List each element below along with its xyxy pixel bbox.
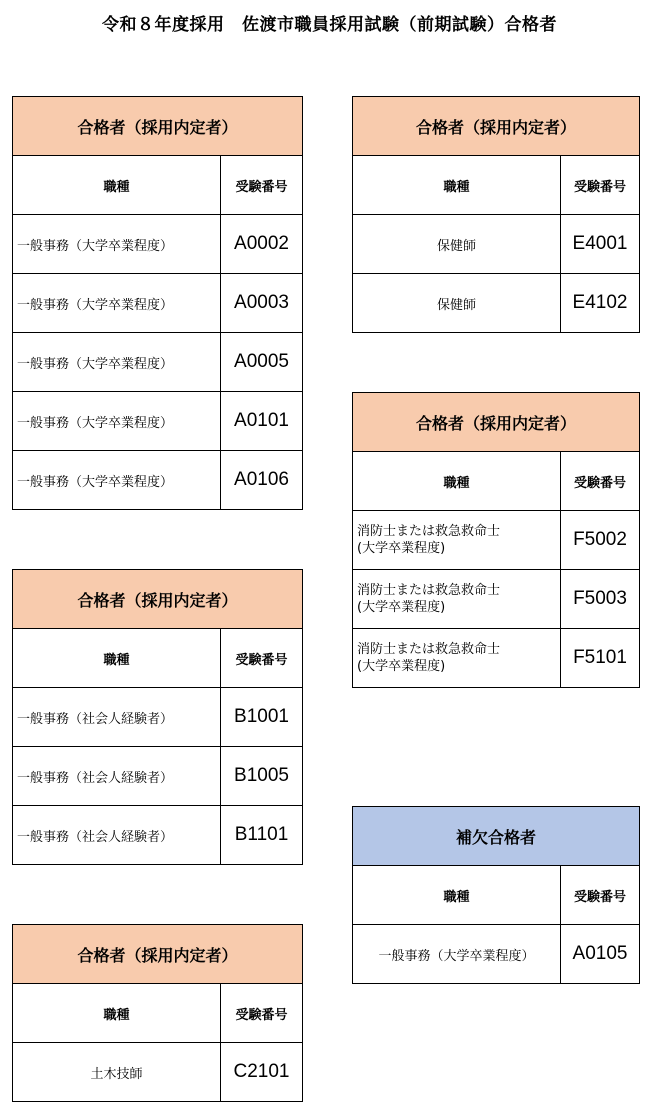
table-row xyxy=(13,392,303,451)
job-cell xyxy=(353,511,561,570)
job-line-1: 消防士または救急救命士 xyxy=(357,642,501,657)
column-header-number: 受験番号 xyxy=(561,452,640,511)
job-cell: 一般事務（大学卒業程度） xyxy=(13,392,221,451)
job-cell: 一般事務（社会人経験者） xyxy=(13,747,221,806)
table-row xyxy=(353,925,640,984)
job-cell: 一般事務（大学卒業程度） xyxy=(13,274,221,333)
column-header-number: 受験番号 xyxy=(221,984,303,1043)
column-header-job: 職種 xyxy=(13,156,221,215)
exam-number-cell: B1005 xyxy=(221,747,303,806)
table-public-health-nurse xyxy=(352,96,640,333)
exam-number-cell: A0005 xyxy=(221,333,303,392)
column-header-job: 職種 xyxy=(353,452,561,511)
exam-number-cell: F5002 xyxy=(561,511,640,570)
table-civil-engineer xyxy=(12,924,303,1102)
job-cell: 一般事務（大学卒業程度） xyxy=(353,925,561,984)
table-general-affairs-university xyxy=(12,96,303,510)
column-header-number: 受験番号 xyxy=(221,629,303,688)
job-cell: 土木技師 xyxy=(13,1043,221,1102)
job-line-2: (大学卒業程度) xyxy=(357,659,446,674)
page-title: 令和８年度採用 佐渡市職員採用試験（前期試験）合格者 xyxy=(102,15,557,35)
table-row xyxy=(353,570,640,629)
table-row xyxy=(13,1043,303,1102)
table-row xyxy=(13,451,303,510)
exam-number-cell: F5003 xyxy=(561,570,640,629)
job-line-2: (大学卒業程度) xyxy=(357,541,446,556)
table-supplementary-passers xyxy=(352,806,640,984)
column-header-job: 職種 xyxy=(13,984,221,1043)
job-cell xyxy=(353,570,561,629)
table-row xyxy=(353,629,640,688)
column-header-job: 職種 xyxy=(13,629,221,688)
table-header: 合格者（採用内定者） xyxy=(353,97,640,156)
job-cell: 保健師 xyxy=(353,215,561,274)
job-cell: 一般事務（社会人経験者） xyxy=(13,688,221,747)
exam-number-cell: A0101 xyxy=(221,392,303,451)
exam-number-cell: C2101 xyxy=(221,1043,303,1102)
exam-number-cell: B1001 xyxy=(221,688,303,747)
table-row xyxy=(13,688,303,747)
column-header-number: 受験番号 xyxy=(561,866,640,925)
table-row xyxy=(13,747,303,806)
table-firefighter xyxy=(352,392,640,688)
table-header: 補欠合格者 xyxy=(353,807,640,866)
table-row xyxy=(13,806,303,865)
table-header: 合格者（採用内定者） xyxy=(13,570,303,629)
exam-number-cell: E4102 xyxy=(561,274,640,333)
job-line-1: 消防士または救急救命士 xyxy=(357,583,501,598)
table-row xyxy=(13,215,303,274)
table-row xyxy=(13,333,303,392)
job-line-2: (大学卒業程度) xyxy=(357,600,446,615)
table-row xyxy=(353,511,640,570)
job-cell: 保健師 xyxy=(353,274,561,333)
job-cell: 一般事務（大学卒業程度） xyxy=(13,215,221,274)
job-line-1: 消防士または救急救命士 xyxy=(357,524,501,539)
table-row xyxy=(13,274,303,333)
table-row xyxy=(353,274,640,333)
exam-number-cell: A0002 xyxy=(221,215,303,274)
column-header-job: 職種 xyxy=(353,156,561,215)
exam-number-cell: F5101 xyxy=(561,629,640,688)
job-cell: 一般事務（社会人経験者） xyxy=(13,806,221,865)
column-header-number: 受験番号 xyxy=(561,156,640,215)
table-header: 合格者（採用内定者） xyxy=(353,393,640,452)
exam-number-cell: A0106 xyxy=(221,451,303,510)
table-header: 合格者（採用内定者） xyxy=(13,925,303,984)
exam-number-cell: A0003 xyxy=(221,274,303,333)
exam-number-cell: A0105 xyxy=(561,925,640,984)
table-general-affairs-experienced xyxy=(12,569,303,865)
column-header-number: 受験番号 xyxy=(221,156,303,215)
table-header: 合格者（採用内定者） xyxy=(13,97,303,156)
table-row xyxy=(353,215,640,274)
exam-number-cell: B1101 xyxy=(221,806,303,865)
job-cell: 一般事務（大学卒業程度） xyxy=(13,451,221,510)
column-header-job: 職種 xyxy=(353,866,561,925)
job-cell xyxy=(353,629,561,688)
exam-number-cell: E4001 xyxy=(561,215,640,274)
job-cell: 一般事務（大学卒業程度） xyxy=(13,333,221,392)
